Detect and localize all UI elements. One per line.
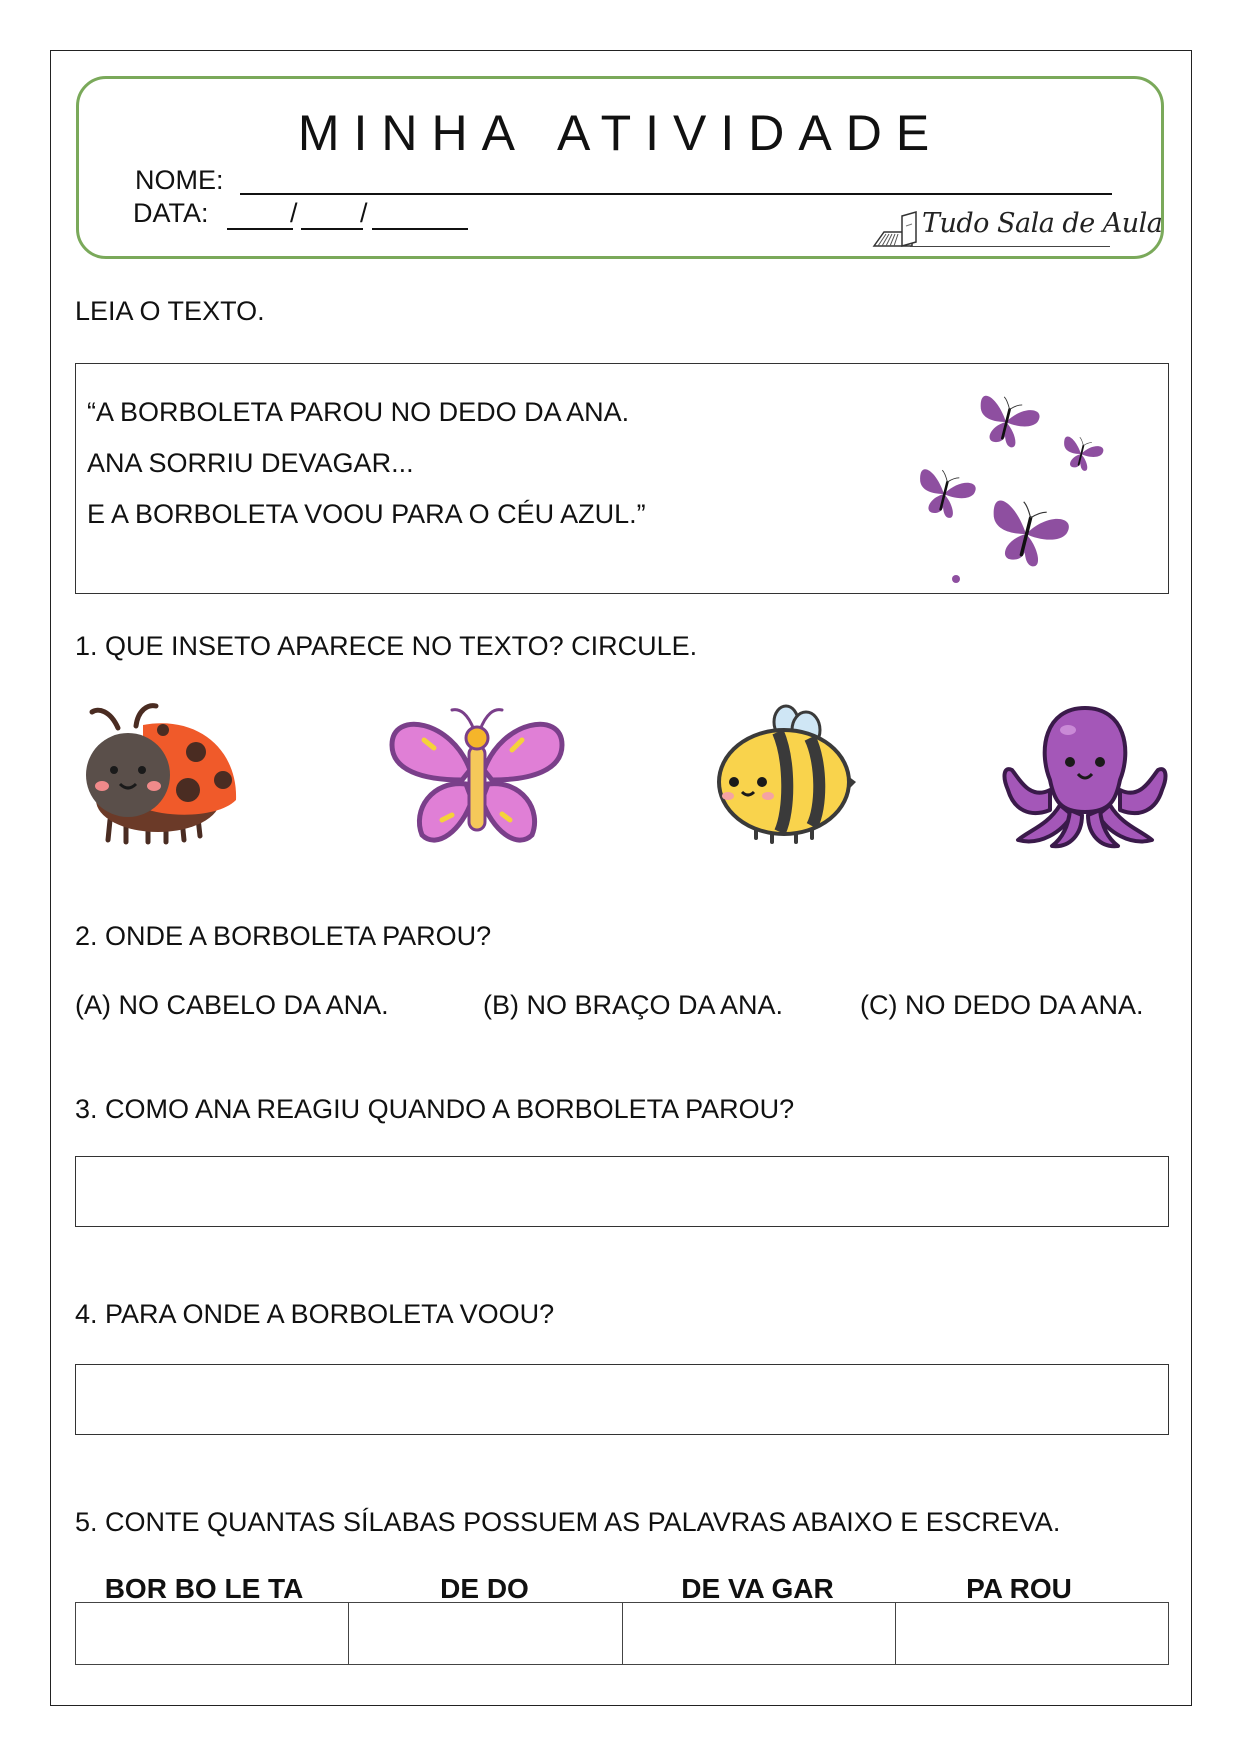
date-separator: / <box>360 198 368 228</box>
option-bee[interactable] <box>706 700 876 850</box>
option-ladybug[interactable] <box>78 700 248 850</box>
syllable-answer-cell[interactable] <box>896 1603 1168 1664</box>
question-5: 5. CONTE QUANTAS SÍLABAS POSSUEM AS PALAVRAS ABAIXO E ESCREVA. <box>75 1507 1061 1537</box>
syllable-answer-cell[interactable] <box>76 1603 349 1664</box>
title-word-1: MINHA <box>297 105 529 161</box>
butterflies-illustration <box>906 384 1156 584</box>
book-icon <box>872 210 920 250</box>
logo-text: Tudo Sala de Aula <box>922 208 1163 239</box>
option-a[interactable]: (A) NO CABELO DA ANA. <box>75 990 389 1020</box>
date-label: DATA: <box>133 198 209 228</box>
syllable-answer-cell[interactable] <box>623 1603 896 1664</box>
bee-icon <box>706 700 866 850</box>
option-octopus[interactable] <box>1000 700 1170 850</box>
option-butterfly[interactable] <box>382 700 552 850</box>
reading-line: E A BORBOLETA VOOU PARA O CÉU AZUL.” <box>87 499 646 529</box>
syllable-answer-cell[interactable] <box>349 1603 622 1664</box>
syllable-word: DE DO <box>440 1573 529 1604</box>
question-2: 2. ONDE A BORBOLETA PAROU? <box>75 921 492 951</box>
reading-line: “A BORBOLETA PAROU NO DEDO DA ANA. <box>87 397 630 427</box>
option-b[interactable]: (B) NO BRAÇO DA ANA. <box>483 990 784 1020</box>
question-4: 4. PARA ONDE A BORBOLETA VOOU? <box>75 1299 555 1329</box>
logo-underline <box>910 246 1110 247</box>
page-title <box>0 104 1241 162</box>
date-year-field[interactable] <box>372 228 468 230</box>
date-separator: / <box>290 198 298 228</box>
octopus-icon <box>1000 700 1170 850</box>
question-3: 3. COMO ANA REAGIU QUANDO A BORBOLETA PAROU? <box>75 1094 795 1124</box>
option-c[interactable]: (C) NO DEDO DA ANA. <box>860 990 1144 1020</box>
answer-box-4[interactable] <box>75 1364 1169 1435</box>
syllable-word: DE VA GAR <box>681 1573 834 1604</box>
reading-box <box>75 363 1169 594</box>
syllable-word: PA ROU <box>966 1573 1072 1604</box>
date-day-field[interactable] <box>227 228 293 230</box>
syllable-word: BOR BO LE TA <box>104 1573 304 1604</box>
reading-line: ANA SORRIU DEVAGAR... <box>87 448 414 478</box>
date-month-field[interactable] <box>301 228 363 230</box>
question-1: 1. QUE INSETO APARECE NO TEXTO? CIRCULE. <box>75 631 698 661</box>
logo <box>872 208 1163 250</box>
name-field[interactable] <box>240 193 1112 195</box>
syllable-answer-table <box>75 1602 1169 1665</box>
answer-box-3[interactable] <box>75 1156 1169 1227</box>
name-label: NOME: <box>135 165 224 195</box>
butterfly-icon <box>382 700 572 850</box>
title-word-2: ATIVIDADE <box>556 105 944 161</box>
instruction-text: LEIA O TEXTO. <box>75 296 265 326</box>
ladybug-icon <box>78 700 248 850</box>
